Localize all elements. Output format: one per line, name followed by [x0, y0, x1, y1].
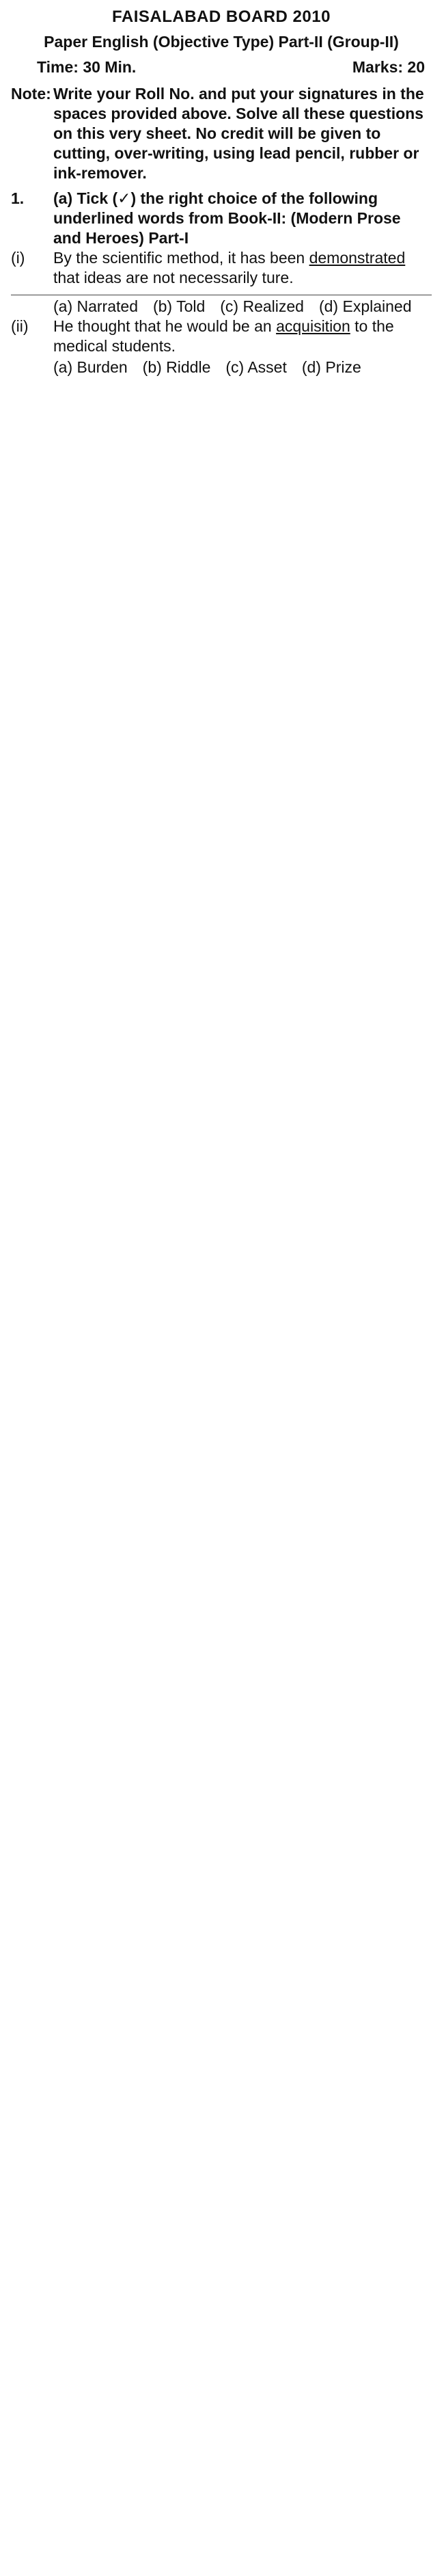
item-underlined-word: demonstrated: [309, 249, 406, 267]
option-b[interactable]: (b) Told: [152, 297, 206, 315]
option-d[interactable]: (d) Explained: [318, 297, 412, 315]
question-1-heading: [11, 189, 432, 248]
option-a[interactable]: (a) Narrated: [53, 297, 138, 315]
note-text: Write your Roll No. and put your signatures in the spaces provided above. Solve all these questions on this very sheet. No credit will be given to cutting, over-writing, using lead pencil, rubber or ink-remover.: [53, 85, 424, 182]
item-label: (i): [11, 249, 25, 267]
option-d[interactable]: (d) Prize: [301, 358, 361, 376]
question-part: (a): [53, 189, 73, 207]
question-marks-spacer: [425, 189, 432, 248]
options-row-1: [11, 297, 432, 317]
option-a[interactable]: (a) Burden: [53, 358, 128, 376]
time-marks-row: [11, 57, 432, 77]
item-underlined-word: acquisition: [276, 317, 350, 335]
question-number-text: 1.: [11, 189, 25, 207]
paper-title-text: Paper English (Objective Type) Part-II (Group-II): [44, 33, 399, 51]
item-text-before: He thought that he would be an: [53, 317, 277, 335]
note-label: Note:: [11, 85, 51, 103]
item-text-before: By the scientific method, it has been: [53, 249, 309, 267]
note-block: [11, 84, 432, 183]
question-item-2: [11, 317, 432, 356]
item-text-after: to the medical students.: [53, 317, 394, 355]
paper-title: [11, 32, 432, 52]
option-c[interactable]: (c) Realized: [220, 297, 304, 315]
question-number: [11, 189, 51, 248]
item-text-after: that ideas are not necessarily ture.: [53, 269, 294, 286]
board-title: FAISALABAD BOARD 2010: [112, 8, 331, 26]
item-label: (ii): [11, 317, 29, 335]
option-c[interactable]: (c) Asset: [225, 358, 287, 376]
question-instruction: [53, 189, 422, 248]
question-instruction-text: Tick (✓) the right choice of the following underlined words from Book-II: (Modern Prose and Heroes) Part-I: [53, 189, 401, 247]
item-text: [53, 248, 432, 288]
option-b[interactable]: (b) Riddle: [142, 358, 211, 376]
question-item-1: [11, 248, 432, 288]
options-row-2: [11, 358, 432, 377]
marks-label: Marks: 20: [352, 58, 425, 76]
item-text: [53, 317, 432, 356]
time-label: Time: 30 Min.: [37, 58, 137, 76]
